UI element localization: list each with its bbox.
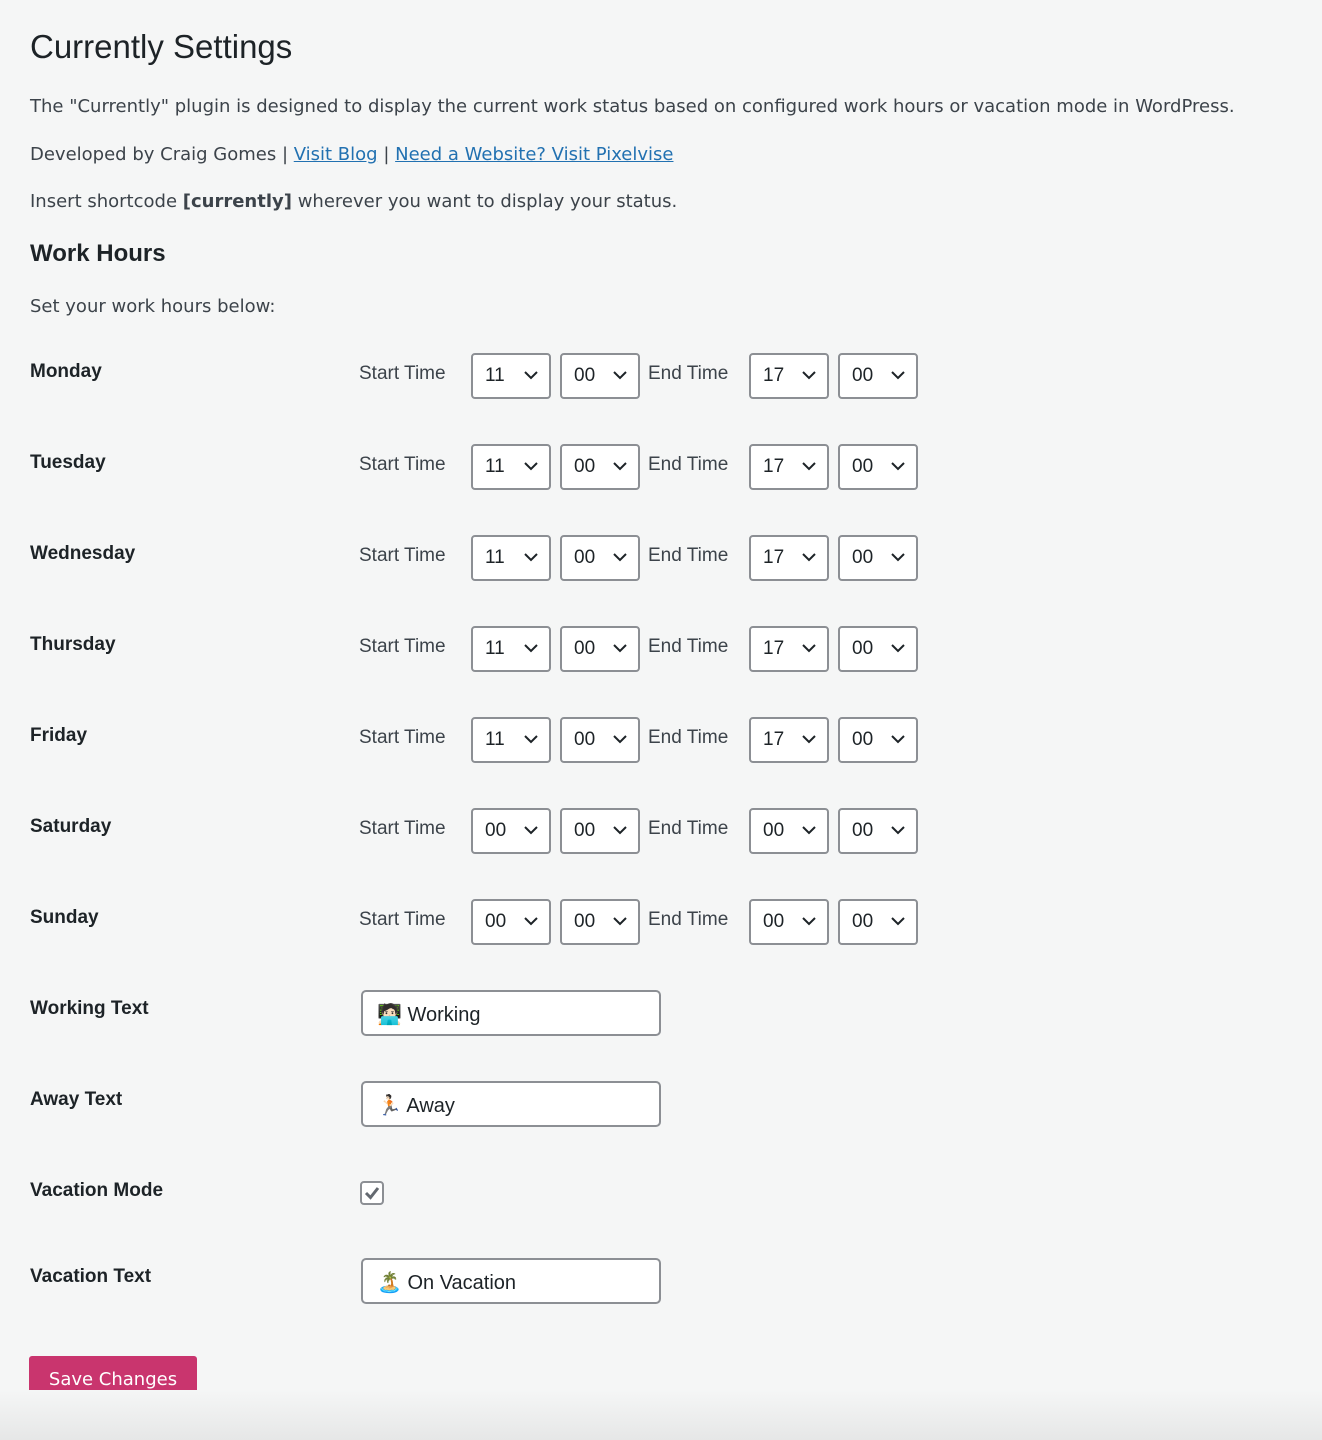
start-hour-select[interactable]: 11: [471, 717, 551, 763]
start-hour-select[interactable]: 11: [471, 535, 551, 581]
page-title: Currently Settings: [30, 28, 293, 65]
day-label: Monday: [30, 361, 102, 382]
start-time-label: Start Time: [359, 545, 446, 566]
working-text-label: Working Text: [30, 998, 149, 1019]
end-time-label: End Time: [648, 363, 729, 384]
start-time-label: Start Time: [359, 818, 446, 839]
chevron-down-icon: [523, 549, 539, 565]
chevron-down-icon: [890, 822, 906, 838]
end-hour-select[interactable]: 17: [749, 444, 829, 490]
end-hour-select[interactable]: 17: [749, 535, 829, 581]
start-hour-select[interactable]: 11: [471, 626, 551, 672]
chevron-down-icon: [801, 367, 817, 383]
save-changes-button[interactable]: Save Changes: [29, 1356, 197, 1402]
day-row-thursday: [30, 626, 930, 672]
credits: Developed by Craig Gomes | Visit Blog | Need a Website? Visit Pixelvise: [30, 144, 674, 165]
vacation-text-label: Vacation Text: [30, 1266, 152, 1287]
chevron-down-icon: [612, 731, 628, 747]
day-row-monday: [30, 353, 930, 399]
day-row-saturday: [30, 808, 930, 854]
chevron-down-icon: [890, 458, 906, 474]
end-minute-select[interactable]: 00: [838, 444, 918, 490]
end-minute-select[interactable]: 00: [838, 626, 918, 672]
working-text-input[interactable]: 🧑🏻‍💻 Working: [361, 990, 661, 1036]
chevron-down-icon: [801, 640, 817, 656]
chevron-down-icon: [801, 913, 817, 929]
start-hour-select[interactable]: 11: [471, 444, 551, 490]
start-time-label: Start Time: [359, 636, 446, 657]
end-time-label: End Time: [648, 545, 729, 566]
chevron-down-icon: [612, 458, 628, 474]
checkmark-icon: [362, 1183, 382, 1203]
end-hour-select[interactable]: 17: [749, 717, 829, 763]
end-minute-select[interactable]: 00: [838, 717, 918, 763]
start-time-label: Start Time: [359, 909, 446, 930]
chevron-down-icon: [612, 822, 628, 838]
end-minute-select[interactable]: 00: [838, 353, 918, 399]
chevron-down-icon: [612, 549, 628, 565]
start-minute-select[interactable]: 00: [560, 626, 640, 672]
chevron-down-icon: [523, 913, 539, 929]
day-row-wednesday: [30, 535, 930, 581]
chevron-down-icon: [523, 458, 539, 474]
start-minute-select[interactable]: 00: [560, 899, 640, 945]
start-hour-select[interactable]: 11: [471, 353, 551, 399]
vacation-text-input[interactable]: 🏝️ On Vacation: [361, 1258, 661, 1304]
start-minute-select[interactable]: 00: [560, 717, 640, 763]
plugin-description: The "Currently" plugin is designed to display the current work status based on configured work hours or vacation mode in WordPress.: [30, 96, 1235, 117]
start-hour-select[interactable]: 00: [471, 899, 551, 945]
end-hour-select[interactable]: 17: [749, 626, 829, 672]
end-minute-select[interactable]: 00: [838, 808, 918, 854]
start-time-label: Start Time: [359, 363, 446, 384]
chevron-down-icon: [801, 822, 817, 838]
chevron-down-icon: [523, 640, 539, 656]
end-minute-select[interactable]: 00: [838, 535, 918, 581]
end-minute-select[interactable]: 00: [838, 899, 918, 945]
start-minute-select[interactable]: 00: [560, 808, 640, 854]
day-label: Thursday: [30, 634, 116, 655]
start-hour-select[interactable]: 00: [471, 808, 551, 854]
chevron-down-icon: [890, 731, 906, 747]
start-time-label: Start Time: [359, 454, 446, 475]
start-minute-select[interactable]: 00: [560, 353, 640, 399]
start-time-label: Start Time: [359, 727, 446, 748]
start-minute-select[interactable]: 00: [560, 535, 640, 581]
end-hour-select[interactable]: 17: [749, 353, 829, 399]
chevron-down-icon: [890, 367, 906, 383]
vacation-mode-checkbox[interactable]: [360, 1181, 384, 1205]
chevron-down-icon: [523, 822, 539, 838]
end-time-label: End Time: [648, 909, 729, 930]
end-time-label: End Time: [648, 454, 729, 475]
end-hour-select[interactable]: 00: [749, 808, 829, 854]
chevron-down-icon: [801, 458, 817, 474]
end-time-label: End Time: [648, 727, 729, 748]
visit-blog-link[interactable]: Visit Blog: [293, 144, 378, 165]
vacation-mode-label: Vacation Mode: [30, 1180, 164, 1201]
day-label: Wednesday: [30, 543, 136, 564]
chevron-down-icon: [612, 367, 628, 383]
day-label: Friday: [30, 725, 88, 746]
chevron-down-icon: [612, 640, 628, 656]
chevron-down-icon: [890, 640, 906, 656]
chevron-down-icon: [890, 549, 906, 565]
pixelvise-link[interactable]: Need a Website? Visit Pixelvise: [395, 144, 674, 165]
start-minute-select[interactable]: 00: [560, 444, 640, 490]
day-label: Sunday: [30, 907, 99, 928]
shortcode: [currently]: [182, 191, 292, 212]
day-label: Saturday: [30, 816, 112, 837]
day-label: Tuesday: [30, 452, 106, 473]
work-hours-heading: Work Hours: [30, 240, 166, 267]
chevron-down-icon: [801, 731, 817, 747]
chevron-down-icon: [801, 549, 817, 565]
end-hour-select[interactable]: 00: [749, 899, 829, 945]
day-row-tuesday: [30, 444, 930, 490]
chevron-down-icon: [890, 913, 906, 929]
chevron-down-icon: [523, 731, 539, 747]
away-text-label: Away Text: [30, 1089, 123, 1110]
work-hours-intro: Set your work hours below:: [30, 296, 276, 317]
bottom-shadow: [0, 1390, 1322, 1440]
end-time-label: End Time: [648, 636, 729, 657]
day-row-friday: [30, 717, 930, 763]
shortcode-hint: Insert shortcode [currently] wherever you want to display your status.: [30, 191, 678, 212]
away-text-input[interactable]: 🏃🏻 Away: [361, 1081, 661, 1127]
end-time-label: End Time: [648, 818, 729, 839]
chevron-down-icon: [612, 913, 628, 929]
day-row-sunday: [30, 899, 930, 945]
chevron-down-icon: [523, 367, 539, 383]
